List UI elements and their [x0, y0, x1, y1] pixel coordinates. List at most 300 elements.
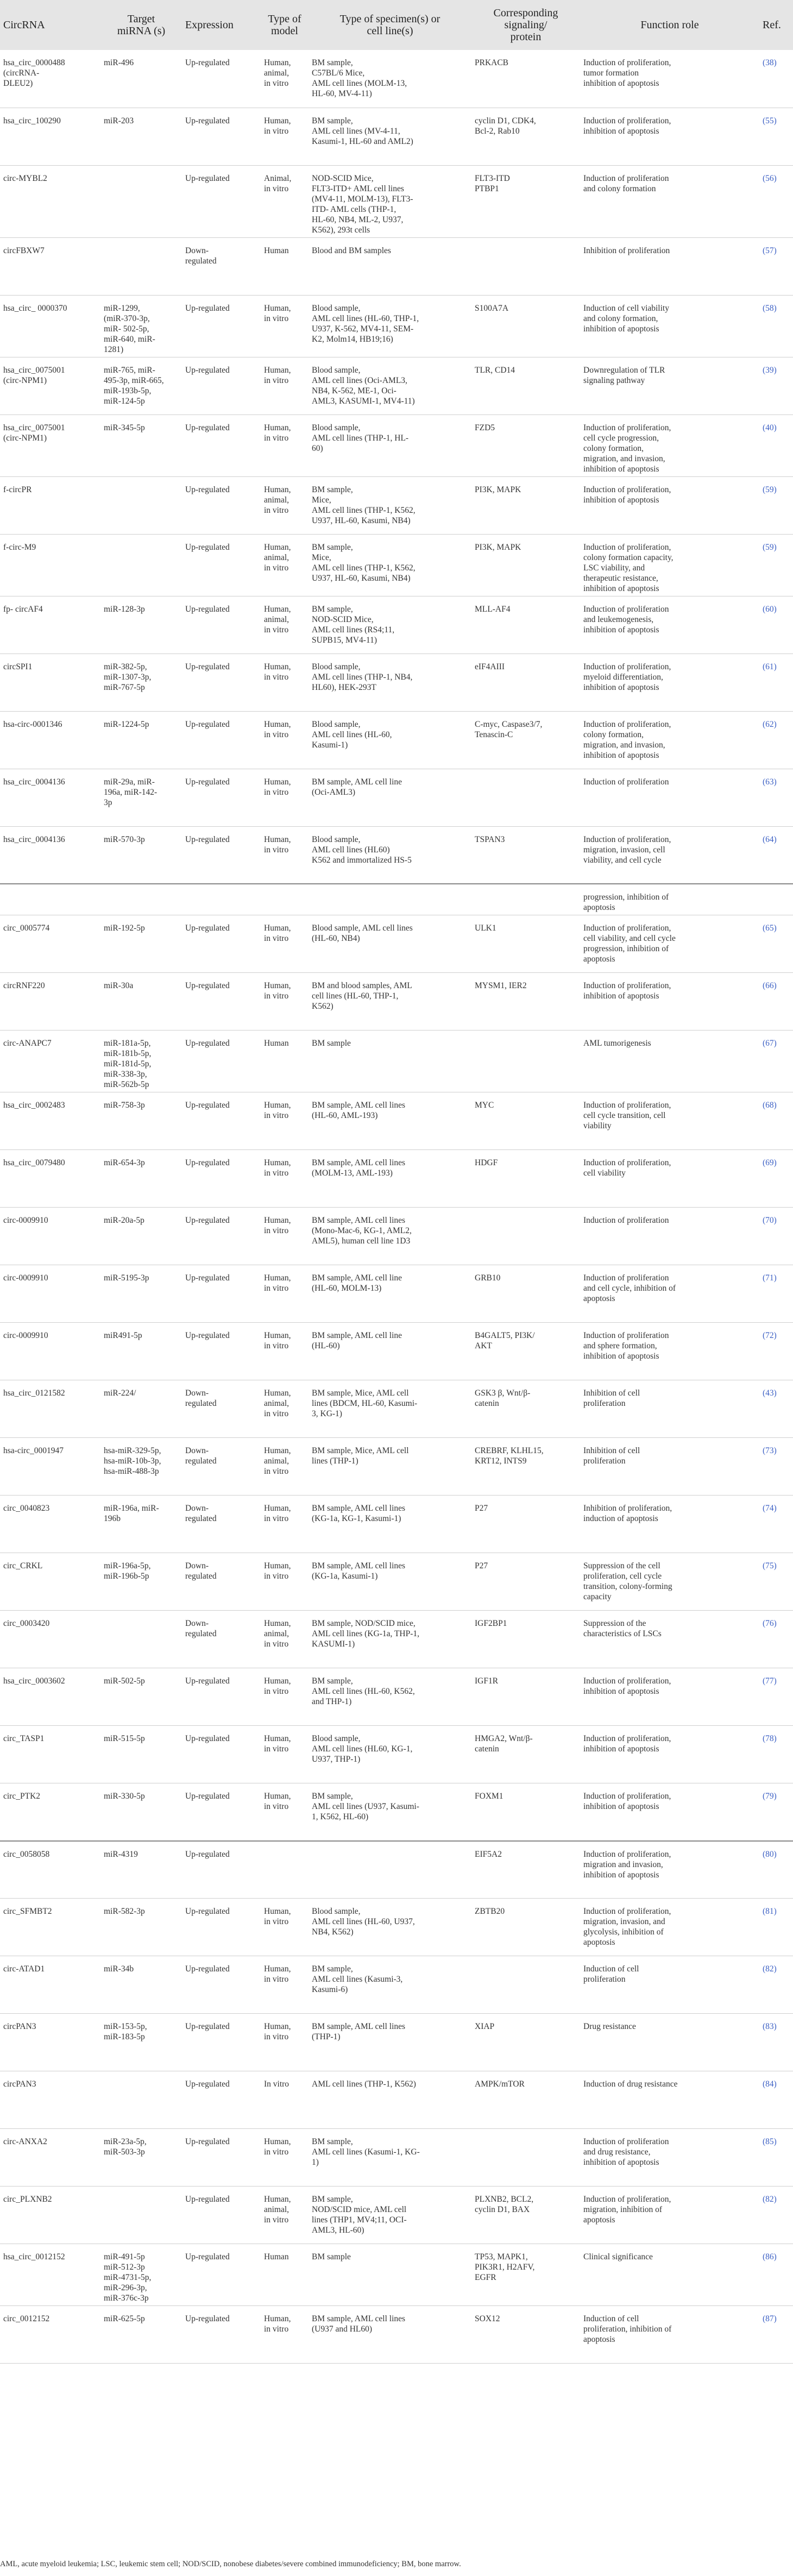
cell-model-type: Human, in vitro — [261, 357, 309, 414]
cell-ref: (43) — [759, 1380, 793, 1438]
cell-specimen: Blood sample, AML cell lines (HL-60, THP-1, U937, K-562, MV4-11, SEM- K2, Molm14, HB19;16) — [309, 295, 471, 357]
cell-ref: (58) — [759, 295, 793, 357]
cell-circrna: circ-ANXA2 — [0, 2129, 100, 2187]
cell-specimen: AML cell lines (THP-1, K562) — [309, 2071, 471, 2129]
cell-model-type: Human, in vitro — [261, 1668, 309, 1726]
cell-target-mirna: miR-23a-5p, miR-503-3p — [100, 2129, 182, 2187]
cell-expression: Up-regulated — [182, 1031, 261, 1092]
cell-signaling: HDGF — [471, 1150, 580, 1208]
cell-expression: Up-regulated — [182, 596, 261, 654]
cell-specimen: BM sample, AML cell lines (U937 and HL60) — [309, 2306, 471, 2364]
header-function-role: Function role — [580, 0, 759, 50]
cell-function-role: Induction of proliferation and colony formation — [580, 165, 759, 237]
table-row — [0, 1265, 793, 1323]
header-row — [0, 0, 793, 50]
table-row — [0, 1553, 793, 1611]
cell-circrna: hsa_circ_0000488 (circRNA- DLEU2) — [0, 50, 100, 108]
cell-circrna: circSPI1 — [0, 654, 100, 711]
table-row — [0, 1380, 793, 1438]
cell-function-role: Induction of cell proliferation — [580, 1956, 759, 2014]
cell-circrna: circ_0005774 — [0, 915, 100, 973]
cell-specimen: Blood sample, AML cell lines (HL-60, NB4) — [309, 915, 471, 973]
cell-model-type: Human, in vitro — [261, 414, 309, 476]
cell-specimen: Blood sample, AML cell lines (HL-60, U937, NB4, K562) — [309, 1899, 471, 1956]
cell-expression: Up-regulated — [182, 1956, 261, 2014]
cell-circrna: circ_0040823 — [0, 1496, 100, 1553]
cell-target-mirna: miR-128-3p — [100, 596, 182, 654]
cell-model-type: Human, in vitro — [261, 1899, 309, 1956]
cell-target-mirna — [100, 237, 182, 295]
cell-specimen: BM sample, Mice, AML cell lines (BDCM, HL-60, Kasumi- 3, KG-1) — [309, 1380, 471, 1438]
table-row — [0, 769, 793, 826]
cell-model-type — [261, 1841, 309, 1899]
cell-model-type: Human, animal, in vitro — [261, 50, 309, 108]
cell-expression: Up-regulated — [182, 1783, 261, 1841]
cell-signaling: EIF5A2 — [471, 1841, 580, 1899]
cell-ref: (68) — [759, 1092, 793, 1150]
cell-signaling: cyclin D1, CDK4, Bcl-2, Rab10 — [471, 108, 580, 165]
cell-circrna: hsa_circ_0075001 (circ-NPM1) — [0, 414, 100, 476]
table-row — [0, 2244, 793, 2306]
cell-ref: (38) — [759, 50, 793, 108]
cell-model-type: Human, in vitro — [261, 295, 309, 357]
cell-function-role: Induction of proliferation and drug resistance, inhibition of apoptosis — [580, 2129, 759, 2187]
cell-signaling: CREBRF, KLHL15, KRT12, INTS9 — [471, 1438, 580, 1496]
cell-ref: (60) — [759, 596, 793, 654]
cell-target-mirna: miR-30a — [100, 973, 182, 1031]
cell-expression: Up-regulated — [182, 2306, 261, 2364]
cell-ref: (70) — [759, 1208, 793, 1265]
header-specimen: Type of specimen(s) or cell line(s) — [309, 0, 471, 50]
cell-function-role: Induction of proliferation, migration and invasion, inhibition of apoptosis — [580, 1841, 759, 1899]
cell-function-role: Induction of proliferation, cell viability — [580, 1150, 759, 1208]
cell-specimen: BM sample, NOD/SCID mice, AML cell lines (THP1, MV4;11, OCI- AML3, HL-60) — [309, 2187, 471, 2244]
cell-ref: (85) — [759, 2129, 793, 2187]
table-row — [0, 1956, 793, 2014]
cell-ref: (61) — [759, 654, 793, 711]
cell-ref: (39) — [759, 357, 793, 414]
cell-target-mirna — [100, 1611, 182, 1668]
cell-specimen: BM sample, C57BL/6 Mice, AML cell lines (MOLM-13, HL-60, MV-4-11) — [309, 50, 471, 108]
cell-circrna: fp- circAF4 — [0, 596, 100, 654]
cell-target-mirna: miR-29a, miR- 196a, miR-142- 3p — [100, 769, 182, 826]
cell-model-type: Human — [261, 1031, 309, 1092]
cell-circrna — [0, 884, 100, 915]
cell-circrna: hsa_circ_0121582 — [0, 1380, 100, 1438]
cell-target-mirna: miR-345-5p — [100, 414, 182, 476]
cell-ref: (69) — [759, 1150, 793, 1208]
cell-circrna: hsa_circ_0004136 — [0, 769, 100, 826]
cell-expression: Up-regulated — [182, 1899, 261, 1956]
cell-function-role: Induction of cell viability and colony formation, inhibition of apoptosis — [580, 295, 759, 357]
table-row — [0, 1150, 793, 1208]
table-row — [0, 973, 793, 1031]
cell-ref: (72) — [759, 1323, 793, 1380]
cell-circrna: hsa_circ_0003602 — [0, 1668, 100, 1726]
cell-signaling — [471, 1208, 580, 1265]
table-row — [0, 165, 793, 237]
cell-function-role: Induction of proliferation, myeloid differentiation, inhibition of apoptosis — [580, 654, 759, 711]
cell-model-type — [261, 884, 309, 915]
cell-specimen — [309, 1841, 471, 1899]
cell-ref: (59) — [759, 476, 793, 534]
cell-function-role: Induction of proliferation and sphere formation, inhibition of apoptosis — [580, 1323, 759, 1380]
table-row — [0, 2187, 793, 2244]
cell-model-type: Human, animal, in vitro — [261, 534, 309, 596]
cell-signaling: PRKACB — [471, 50, 580, 108]
cell-circrna: circ_0058058 — [0, 1841, 100, 1899]
cell-expression: Up-regulated — [182, 654, 261, 711]
cell-function-role: Induction of proliferation, cell viability, and cell cycle progression, inhibition of apoptosis — [580, 915, 759, 973]
cell-target-mirna — [100, 884, 182, 915]
cell-specimen: BM sample — [309, 1031, 471, 1092]
cell-model-type: Human, in vitro — [261, 1496, 309, 1553]
cell-target-mirna: miR-153-5p, miR-183-5p — [100, 2014, 182, 2071]
cell-expression: Up-regulated — [182, 915, 261, 973]
cell-specimen: Blood sample, AML cell lines (HL60) K562 and immortalized HS-5 — [309, 826, 471, 884]
cell-function-role: Induction of proliferation, inhibition of apoptosis — [580, 1668, 759, 1726]
cell-signaling: AMPK/mTOR — [471, 2071, 580, 2129]
table-row — [0, 295, 793, 357]
cell-circrna: circRNF220 — [0, 973, 100, 1031]
cell-signaling: P27 — [471, 1496, 580, 1553]
cell-signaling: B4GALT5, PI3K/ AKT — [471, 1323, 580, 1380]
table-row — [0, 414, 793, 476]
table-row — [0, 476, 793, 534]
cell-ref: (82) — [759, 2187, 793, 2244]
table-row — [0, 237, 793, 295]
cell-target-mirna: miR-1299, (miR-370-3p, miR- 502-5p, miR-640, miR- 1281) — [100, 295, 182, 357]
table-row — [0, 1496, 793, 1553]
cell-circrna: hsa_circ_100290 — [0, 108, 100, 165]
cell-function-role: Suppression of the characteristics of LSCs — [580, 1611, 759, 1668]
cell-signaling: XIAP — [471, 2014, 580, 2071]
cell-model-type: Human, in vitro — [261, 973, 309, 1031]
cell-circrna: circ_0003420 — [0, 1611, 100, 1668]
cell-circrna: circPAN3 — [0, 2071, 100, 2129]
cell-ref: (87) — [759, 2306, 793, 2364]
cell-ref: (55) — [759, 108, 793, 165]
cell-expression: Up-regulated — [182, 711, 261, 769]
cell-ref: (57) — [759, 237, 793, 295]
cell-target-mirna: miR491-5p — [100, 1323, 182, 1380]
cell-function-role: Induction of proliferation, colony formation, migration, and invasion, inhibition of apoptosis — [580, 711, 759, 769]
cell-model-type: Human, in vitro — [261, 2129, 309, 2187]
cell-target-mirna: miR-491-5p miR-512-3p miR-4731-5p, miR-296-3p, miR-376c-3p — [100, 2244, 182, 2306]
cell-function-role: Induction of proliferation, migration, invasion, and glycolysis, inhibition of apoptosis — [580, 1899, 759, 1956]
cell-specimen: BM sample, NOD-SCID Mice, AML cell lines (RS4;11, SUPB15, MV4-11) — [309, 596, 471, 654]
cell-expression: Up-regulated — [182, 476, 261, 534]
cell-specimen — [309, 884, 471, 915]
cell-ref: (62) — [759, 711, 793, 769]
cell-ref: (71) — [759, 1265, 793, 1323]
cell-signaling: MYC — [471, 1092, 580, 1150]
cell-circrna: circ_TASP1 — [0, 1726, 100, 1783]
cell-model-type: Human, in vitro — [261, 1150, 309, 1208]
cell-circrna: hsa_circ_0002483 — [0, 1092, 100, 1150]
cell-target-mirna: miR-181a-5p, miR-181b-5p, miR-181d-5p, miR-338-3p, miR-562b-5p — [100, 1031, 182, 1092]
cell-expression: Up-regulated — [182, 2071, 261, 2129]
header-expression: Expression — [182, 0, 261, 50]
table-row — [0, 2014, 793, 2071]
cell-ref: (75) — [759, 1553, 793, 1611]
cell-signaling — [471, 884, 580, 915]
table-row — [0, 1668, 793, 1726]
table-row — [0, 108, 793, 165]
table-row — [0, 596, 793, 654]
table-row — [0, 1092, 793, 1150]
cell-specimen: BM sample, AML cell lines (Kasumi-1, KG- 1) — [309, 2129, 471, 2187]
cell-signaling: PI3K, MAPK — [471, 476, 580, 534]
cell-target-mirna — [100, 2187, 182, 2244]
cell-target-mirna: miR-224/ — [100, 1380, 182, 1438]
cell-circrna: hsa_circ_0075001 (circ-NPM1) — [0, 357, 100, 414]
cell-expression: Up-regulated — [182, 357, 261, 414]
cell-function-role: Inhibition of proliferation, induction of apoptosis — [580, 1496, 759, 1553]
cell-specimen: BM sample, AML cell lines (THP-1) — [309, 2014, 471, 2071]
cell-function-role: Inhibition of proliferation — [580, 237, 759, 295]
cell-target-mirna: miR-515-5p — [100, 1726, 182, 1783]
cell-circrna: circ_PTK2 — [0, 1783, 100, 1841]
cell-expression: Up-regulated — [182, 2129, 261, 2187]
cell-function-role: Induction of proliferation, inhibition of apoptosis — [580, 1783, 759, 1841]
cell-specimen: Blood sample, AML cell lines (THP-1, NB4, HL60), HEK-293T — [309, 654, 471, 711]
cell-expression: Up-regulated — [182, 165, 261, 237]
cell-circrna: circ_CRKL — [0, 1553, 100, 1611]
cell-function-role: Clinical significance — [580, 2244, 759, 2306]
cell-circrna: circ-MYBL2 — [0, 165, 100, 237]
cell-target-mirna: miR-34b — [100, 1956, 182, 2014]
table-row — [0, 884, 793, 915]
cell-specimen: BM and blood samples, AML cell lines (HL-60, THP-1, K562) — [309, 973, 471, 1031]
cell-expression: Up-regulated — [182, 534, 261, 596]
cell-ref: (84) — [759, 2071, 793, 2129]
cell-expression — [182, 884, 261, 915]
cell-expression: Up-regulated — [182, 295, 261, 357]
cell-function-role: Induction of proliferation and leukemogenesis, inhibition of apoptosis — [580, 596, 759, 654]
cell-specimen: Blood sample, AML cell lines (HL-60, Kasumi-1) — [309, 711, 471, 769]
table-footnote: AML, acute myeloid leukemia; LSC, leukemic stem cell; NOD/SCID, nonobese diabetes/severe combined immunodeficiency; BM, bone marrow. — [0, 2560, 461, 2568]
table-row — [0, 2129, 793, 2187]
cell-ref: (77) — [759, 1668, 793, 1726]
cell-expression: Up-regulated — [182, 1265, 261, 1323]
cell-target-mirna: miR-1224-5p — [100, 711, 182, 769]
cell-ref: (82) — [759, 1956, 793, 2014]
cell-signaling: P27 — [471, 1553, 580, 1611]
cell-model-type: Human, in vitro — [261, 711, 309, 769]
cell-expression: Down- regulated — [182, 1496, 261, 1553]
cell-signaling: PI3K, MAPK — [471, 534, 580, 596]
cell-signaling: FOXM1 — [471, 1783, 580, 1841]
cell-ref: (67) — [759, 1031, 793, 1092]
cell-circrna: hsa_circ_0004136 — [0, 826, 100, 884]
cell-specimen: NOD-SCID Mice, FLT3-ITD+ AML cell lines (MV4-11, MOLM-13), FLT3- ITD- AML cells (THP-1, HL-60, NB4, ML-2, U937, K562), 293t cells — [309, 165, 471, 237]
cell-circrna: circ-0009910 — [0, 1323, 100, 1380]
cell-signaling: SOX12 — [471, 2306, 580, 2364]
cell-expression: Up-regulated — [182, 973, 261, 1031]
cell-target-mirna — [100, 165, 182, 237]
table-row — [0, 1323, 793, 1380]
table-row — [0, 915, 793, 973]
cell-function-role: Induction of proliferation, tumor formation inhibition of apoptosis — [580, 50, 759, 108]
cell-target-mirna: miR-196a-5p, miR-196b-5p — [100, 1553, 182, 1611]
cell-circrna: circ-ATAD1 — [0, 1956, 100, 2014]
cell-specimen: BM sample, AML cell lines (Mono-Mac-6, KG-1, AML2, AML5), human cell line 1D3 — [309, 1208, 471, 1265]
cell-specimen: BM sample, AML cell lines (MOLM-13, AML-193) — [309, 1150, 471, 1208]
table-row — [0, 826, 793, 884]
cell-function-role: Inhibition of cell proliferation — [580, 1380, 759, 1438]
cell-ref: (56) — [759, 165, 793, 237]
cell-model-type: Human, animal, in vitro — [261, 1438, 309, 1496]
header-circrna: CircRNA — [0, 0, 100, 50]
cell-specimen: BM sample, AML cell lines (U937, Kasumi- 1, K562, HL-60) — [309, 1783, 471, 1841]
cell-circrna: f-circPR — [0, 476, 100, 534]
cell-function-role: Induction of proliferation — [580, 769, 759, 826]
cell-model-type: Human, animal, in vitro — [261, 1380, 309, 1438]
cell-ref: (59) — [759, 534, 793, 596]
cell-function-role: Induction of proliferation, cell cycle transition, cell viability — [580, 1092, 759, 1150]
cell-signaling — [471, 1956, 580, 2014]
cell-model-type: Human, animal, in vitro — [261, 596, 309, 654]
cell-specimen: Blood and BM samples — [309, 237, 471, 295]
cell-signaling: GSK3 β, Wnt/β- catenin — [471, 1380, 580, 1438]
cell-specimen: Blood sample, AML cell lines (HL60, KG-1, U937, THP-1) — [309, 1726, 471, 1783]
cell-target-mirna: miR-382-5p, miR-1307-3p, miR-767-5p — [100, 654, 182, 711]
cell-function-role: progression, inhibition of apoptosis — [580, 884, 759, 915]
cell-signaling: S100A7A — [471, 295, 580, 357]
cell-expression: Down- regulated — [182, 1380, 261, 1438]
cell-expression: Up-regulated — [182, 769, 261, 826]
cell-specimen: BM sample, AML cell line (Oci-AML3) — [309, 769, 471, 826]
cell-target-mirna: miR-5195-3p — [100, 1265, 182, 1323]
cell-specimen: Blood sample, AML cell lines (THP-1, HL- 60) — [309, 414, 471, 476]
cell-model-type: Human, in vitro — [261, 108, 309, 165]
cell-expression: Up-regulated — [182, 1323, 261, 1380]
cell-target-mirna: miR-4319 — [100, 1841, 182, 1899]
cell-target-mirna: miR-654-3p — [100, 1150, 182, 1208]
cell-specimen: BM sample, Mice, AML cell lines (THP-1) — [309, 1438, 471, 1496]
cell-function-role: Induction of proliferation, inhibition of apoptosis — [580, 476, 759, 534]
cell-signaling: PLXNB2, BCL2, cyclin D1, BAX — [471, 2187, 580, 2244]
cell-function-role: Induction of proliferation, inhibition of apoptosis — [580, 108, 759, 165]
cell-specimen: BM sample, AML cell lines (Kasumi-3, Kasumi-6) — [309, 1956, 471, 2014]
table-body — [0, 50, 793, 2364]
cell-model-type: Human, in vitro — [261, 826, 309, 884]
cell-circrna: circ-0009910 — [0, 1208, 100, 1265]
cell-specimen: BM sample, AML cell lines (KG-1a, Kasumi-1) — [309, 1553, 471, 1611]
cell-expression: Down- regulated — [182, 1611, 261, 1668]
table-row — [0, 1726, 793, 1783]
cell-model-type: Human, in vitro — [261, 769, 309, 826]
cell-ref: (64) — [759, 826, 793, 884]
cell-function-role: Induction of proliferation, migration, inhibition of apoptosis — [580, 2187, 759, 2244]
table-row — [0, 654, 793, 711]
cell-signaling: TLR, CD14 — [471, 357, 580, 414]
cell-model-type: Human, in vitro — [261, 1092, 309, 1150]
table-row — [0, 1031, 793, 1092]
cell-model-type: Human, in vitro — [261, 1783, 309, 1841]
cell-model-type: Animal, in vitro — [261, 165, 309, 237]
table-row — [0, 711, 793, 769]
cell-signaling: C-myc, Caspase3/7, Tenascin-C — [471, 711, 580, 769]
cell-specimen: BM sample, AML cell lines (MV-4-11, Kasumi-1, HL-60 and AML2) — [309, 108, 471, 165]
cell-function-role: Downregulation of TLR signaling pathway — [580, 357, 759, 414]
cell-circrna: circ_SFMBT2 — [0, 1899, 100, 1956]
cell-target-mirna — [100, 534, 182, 596]
cell-signaling: TSPAN3 — [471, 826, 580, 884]
cell-target-mirna: miR-496 — [100, 50, 182, 108]
cell-circrna: circ_PLXNB2 — [0, 2187, 100, 2244]
cell-signaling: FZD5 — [471, 414, 580, 476]
cell-expression: Down- regulated — [182, 1553, 261, 1611]
cell-function-role: Induction of proliferation and cell cycle, inhibition of apoptosis — [580, 1265, 759, 1323]
cell-signaling: MYSM1, IER2 — [471, 973, 580, 1031]
cell-specimen: BM sample, AML cell lines (KG-1a, KG-1, Kasumi-1) — [309, 1496, 471, 1553]
header-model-type: Type of model — [261, 0, 309, 50]
cell-model-type: Human, animal, in vitro — [261, 476, 309, 534]
cell-model-type: Human, animal, in vitro — [261, 1611, 309, 1668]
cell-circrna: circPAN3 — [0, 2014, 100, 2071]
cell-signaling: MLL-AF4 — [471, 596, 580, 654]
cell-model-type: Human, in vitro — [261, 2306, 309, 2364]
table-row — [0, 1783, 793, 1841]
cell-circrna: hsa_circ_ 0000370 — [0, 295, 100, 357]
cell-expression: Down- regulated — [182, 237, 261, 295]
cell-expression: Up-regulated — [182, 2244, 261, 2306]
cell-model-type: Human, in vitro — [261, 1553, 309, 1611]
cell-model-type: Human, in vitro — [261, 1208, 309, 1265]
table-row — [0, 1841, 793, 1899]
cell-target-mirna — [100, 476, 182, 534]
header-ref: Ref. — [759, 0, 793, 50]
cell-model-type: Human, animal, in vitro — [261, 2187, 309, 2244]
cell-signaling — [471, 769, 580, 826]
cell-expression: Up-regulated — [182, 1668, 261, 1726]
cell-model-type: Human — [261, 237, 309, 295]
cell-circrna: hsa-circ-0001346 — [0, 711, 100, 769]
cell-specimen: BM sample, Mice, AML cell lines (THP-1, K562, U937, HL-60, Kasumi, NB4) — [309, 534, 471, 596]
table-row — [0, 534, 793, 596]
cell-ref: (80) — [759, 1841, 793, 1899]
cell-expression: Up-regulated — [182, 2187, 261, 2244]
cell-circrna: circ_0012152 — [0, 2306, 100, 2364]
cell-ref: (81) — [759, 1899, 793, 1956]
cell-ref: (40) — [759, 414, 793, 476]
cell-expression: Up-regulated — [182, 1726, 261, 1783]
cell-ref: (86) — [759, 2244, 793, 2306]
cell-function-role: Induction of cell proliferation, inhibition of apoptosis — [580, 2306, 759, 2364]
cell-circrna: circ-0009910 — [0, 1265, 100, 1323]
cell-expression: Up-regulated — [182, 826, 261, 884]
cell-expression: Down- regulated — [182, 1438, 261, 1496]
cell-model-type: Human, in vitro — [261, 654, 309, 711]
cell-function-role: Induction of proliferation — [580, 1208, 759, 1265]
cell-target-mirna: hsa-miR-329-5p, hsa-miR-10b-3p, hsa-miR-488-3p — [100, 1438, 182, 1496]
cell-specimen: BM sample, NOD/SCID mice, AML cell lines (KG-1a, THP-1, KASUMI-1) — [309, 1611, 471, 1668]
cell-specimen: BM sample, Mice, AML cell lines (THP-1, K562, U937, HL-60, Kasumi, NB4) — [309, 476, 471, 534]
cell-signaling: GRB10 — [471, 1265, 580, 1323]
cell-model-type: Human, in vitro — [261, 1956, 309, 2014]
cell-ref — [759, 884, 793, 915]
cell-signaling: TP53, MAPK1, PIK3R1, H2AFV, EGFR — [471, 2244, 580, 2306]
cell-ref: (73) — [759, 1438, 793, 1496]
cell-circrna: circ-ANAPC7 — [0, 1031, 100, 1092]
cell-expression: Up-regulated — [182, 2014, 261, 2071]
header-signaling: Corresponding signaling/ protein — [471, 0, 580, 50]
cell-target-mirna: miR-330-5p — [100, 1783, 182, 1841]
cell-signaling: IGF2BP1 — [471, 1611, 580, 1668]
cell-expression: Up-regulated — [182, 414, 261, 476]
